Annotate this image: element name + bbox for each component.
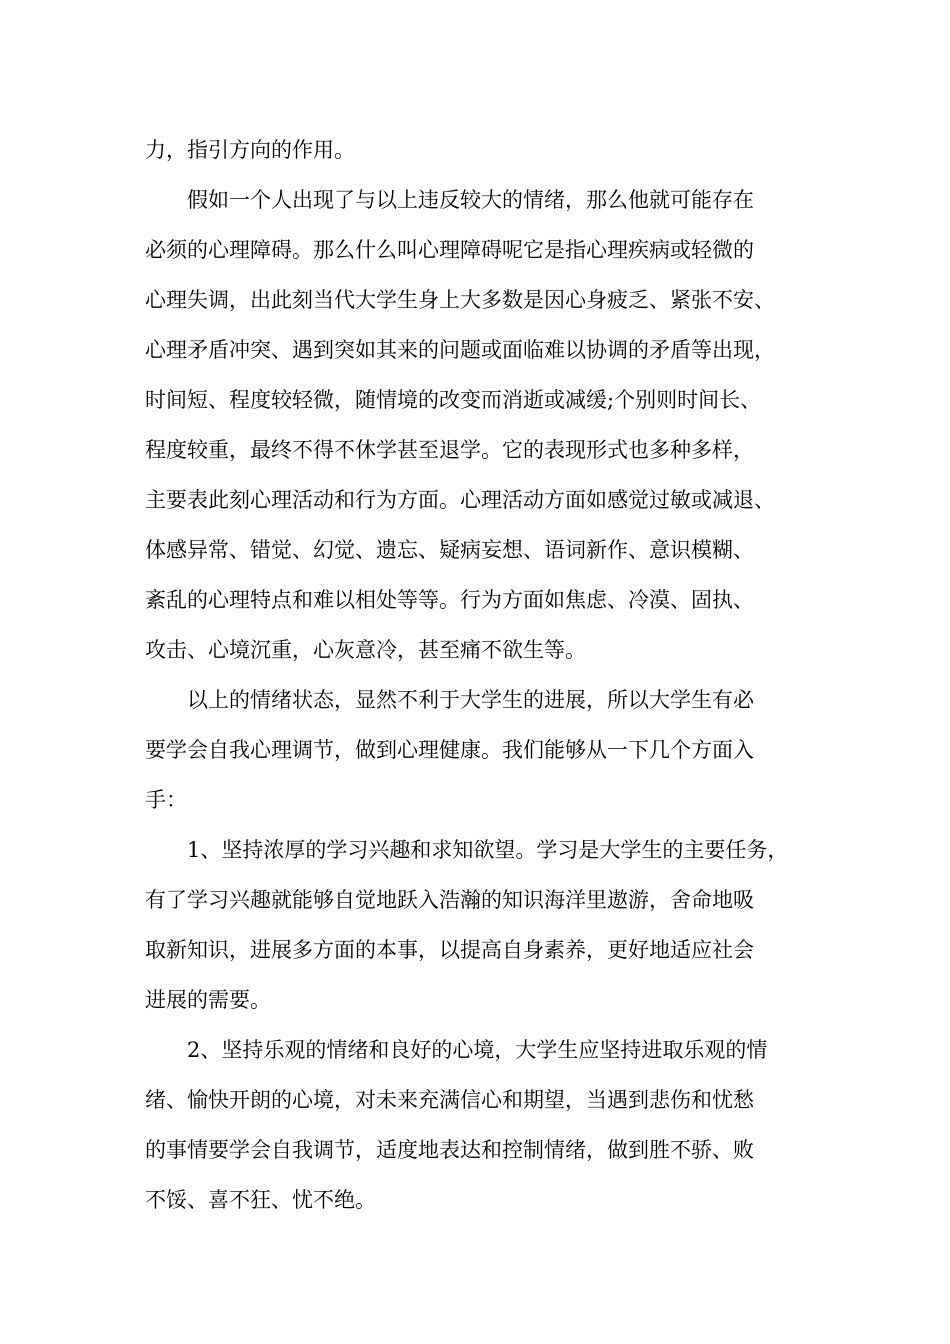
- text-line: 有了学习兴趣就能够自觉地跃入浩瀚的知识海洋里遨游，舍命地吸: [145, 888, 754, 912]
- text-line: 程度较重，最终不得不休学甚至退学。它的表现形式也多种多样，: [145, 438, 754, 462]
- text-line: 手：: [145, 788, 187, 812]
- text-line: 不馁、喜不狂、忧不绝。: [145, 1188, 376, 1212]
- text-line: 力，指引方向的作用。: [145, 138, 355, 162]
- text-line: 绪、愉快开朗的心境，对未来充满信心和期望，当遇到悲伤和忧愁: [145, 1088, 754, 1112]
- text-line: 进展的需要。: [145, 988, 271, 1012]
- text-line: 心理失调，出此刻当代大学生身上大多数是因心身疲乏、紧张不安、: [145, 288, 775, 312]
- text-line: 时间短、程度较轻微，随情境的改变而消逝或减缓;个别则时间长、: [145, 388, 762, 412]
- text-line: 必须的心理障碍。那么什么叫心理障碍呢它是指心理疾病或轻微的: [145, 238, 754, 262]
- paragraph-start-line: 以上的情绪状态，显然不利于大学生的进展，所以大学生有必: [145, 688, 754, 712]
- text-line: 主要表此刻心理活动和行为方面。心理活动方面如感觉过敏或减退、: [145, 488, 775, 512]
- text-line: 取新知识，进展多方面的本事，以提高自身素养，更好地适应社会: [145, 938, 754, 962]
- text-line: 攻击、心境沉重，心灰意冷，甚至痛不欲生等。: [145, 638, 586, 662]
- paragraph-start-line: 假如一个人出现了与以上违反较大的情绪，那么他就可能存在: [145, 188, 754, 212]
- text-line: 体感异常、错觉、幻觉、遗忘、疑病妄想、语词新作、意识模糊、: [145, 538, 754, 562]
- text-line: 心理矛盾冲突、遇到突如其来的问题或面临难以协调的矛盾等出现，: [145, 338, 775, 362]
- text-line: 要学会自我心理调节，做到心理健康。我们能够从一下几个方面入: [145, 738, 754, 762]
- list-item-2-line: 2、坚持乐观的情绪和良好的心境，大学生应坚持进取乐观的情: [145, 1038, 768, 1062]
- text-line: 紊乱的心理特点和难以相处等等。行为方面如焦虑、冷漠、固执、: [145, 588, 754, 612]
- text-line: 的事情要学会自我调节，适度地表达和控制情绪，做到胜不骄、败: [145, 1138, 754, 1162]
- list-item-1-line: 1、坚持浓厚的学习兴趣和求知欲望。学习是大学生的主要任务，: [145, 838, 789, 862]
